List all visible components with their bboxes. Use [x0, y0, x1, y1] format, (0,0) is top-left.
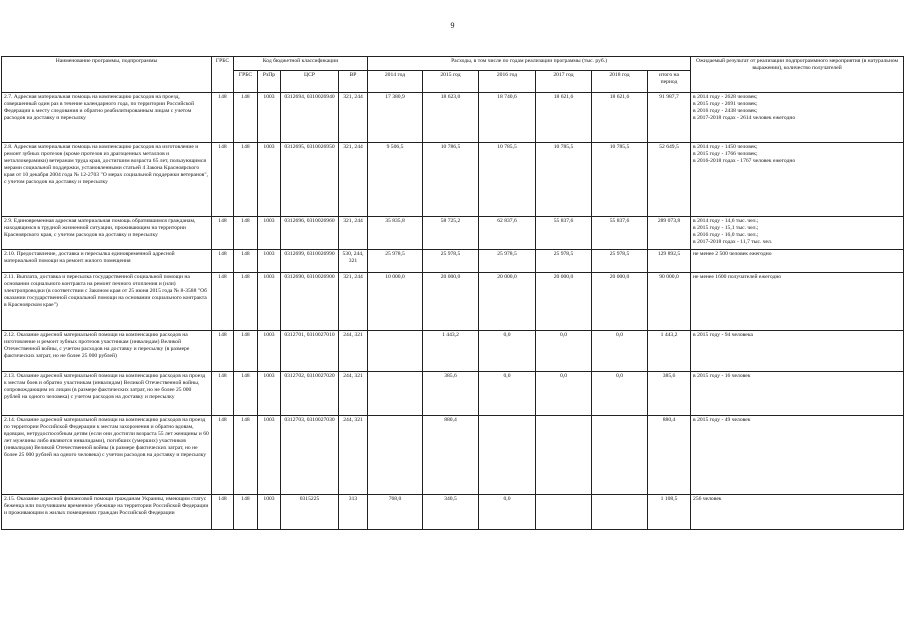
table-row [2, 143, 904, 217]
row-2017: 18 621,6 [536, 93, 592, 143]
row-result-line: в 2016-2018 годах - 1767 человек ежегодно [693, 158, 796, 165]
row-name: 2.9. Единовременная адресная материальная помощь обратившимся гражданам, находящимся в трудной жизненной ситуации, проживающим на территории Красноярского края, с учетом расходов на доставку и пересылку [2, 217, 212, 250]
row-total: 289 073,8 [648, 217, 691, 250]
header-result: Ожидаемый результат от реализации подпрограммного мероприятия (в натуральном выражении), количество получателей [691, 57, 904, 93]
row-vr: 244, 321 [339, 331, 368, 372]
row-2015: 10 786,5 [423, 143, 479, 217]
row-grbs: 148 [212, 495, 234, 530]
row-2016: 0,0 [479, 331, 536, 372]
row-name: 2.15. Оказание адресной финансовой помощи гражданам Украины, имеющим статус беженца или получившим временное убежище на территории Российской Федерации и проживающим в жилых помещениях граждан Российской Федерации [2, 495, 212, 530]
table-row [2, 495, 904, 530]
row-name: 2.7. Адресная материальная помощь на компенсацию расходов на проезд, совершенный один раз в течение календарного года, по территории Российской Федерации к месту следования и обратно реабилитированным лицам с учетом расходов на доставку и пересылку [2, 93, 212, 143]
header-grbs: ГРБС [212, 57, 234, 93]
row-vr: 244, 321 [339, 372, 368, 416]
row-result-line: в 2014 году - 2628 человек; [693, 94, 758, 100]
row-result-line: не менее 2 500 человек ежегодно [693, 251, 772, 257]
row-2016: 20 000,0 [479, 273, 536, 331]
row-grbs2: 148 [234, 273, 258, 331]
header-sub-rzpr: РзПр [258, 71, 281, 93]
row-2015: 18 623,0 [423, 93, 479, 143]
row-result [691, 416, 904, 495]
row-rzpr: 1003 [258, 273, 281, 331]
row-2018: 20 000,0 [592, 273, 648, 331]
row-2015: 58 725,2 [423, 217, 479, 250]
row-result-line: 256 человек [693, 496, 722, 502]
row-result [691, 143, 904, 217]
row-2017 [536, 416, 592, 495]
row-2017 [536, 495, 592, 530]
header-sub-total: итого на период [648, 71, 691, 93]
row-2014 [368, 372, 423, 416]
row-2017: 55 837,6 [536, 217, 592, 250]
header-sub-vr: ВР [339, 71, 368, 93]
table-row [2, 217, 904, 250]
row-2017: 20 000,0 [536, 273, 592, 331]
row-result-line: в 2015 году - 15,1 тыс. чел.; [693, 225, 759, 232]
row-csr: 0312696, 0310026960 [281, 217, 339, 250]
row-2014: 25 978,5 [368, 250, 423, 273]
row-rzpr: 1003 [258, 250, 281, 273]
row-name: 2.13. Оказание адресной материальной помощи на компенсацию расходов на проезд к местам боев и обратно участникам (инвалидам) Великой Отечественной войны, сопровождающим их лицам (в размере фактических затрат, но не более 25 000 рублей на одного человека) с учетом расходов на доставку и пересылку [2, 372, 212, 416]
page-number: 9 [450, 21, 455, 30]
row-2015: 25 978,5 [423, 250, 479, 273]
row-rzpr: 1003 [258, 372, 281, 416]
row-grbs: 148 [212, 217, 234, 250]
row-csr: 0312703, 0310027030 [281, 416, 339, 495]
row-result-line: в 2017-2018 годах - 11,7 тыс. чел. [693, 239, 773, 246]
row-name: 2.8. Адресная материальная помощь на компенсацию расходов на изготовление и ремонт зубных протезов (кроме протезов из драгоценных металлов и металлокерамики) ветеранам труда края, достигшим возраста 65 лет, пользующимся мерами социальной поддержки, установленными статьей 4 Закона Красноярского края от 10 декабря 2004 года № 12-2703 "О мерах социальной поддержки ветеранов", с учетом расходов на доставку и пересылку [2, 143, 212, 217]
table-row [2, 93, 904, 143]
row-csr: 0312695, 0310026950 [281, 143, 339, 217]
header-sub-csr: ЦСР [281, 71, 339, 93]
row-2016: 10 785,5 [479, 143, 536, 217]
row-2015: 385,6 [423, 372, 479, 416]
row-csr: 0315225 [281, 495, 339, 530]
row-rzpr: 1003 [258, 416, 281, 495]
row-grbs: 148 [212, 372, 234, 416]
header-sub-2017: 2017 год [536, 71, 592, 93]
row-2016: 0,0 [479, 372, 536, 416]
row-csr: 0312702, 0310027020 [281, 372, 339, 416]
row-total: 1 443,2 [648, 331, 691, 372]
row-result [691, 331, 904, 372]
row-name: 2.14. Оказание адресной материальной помощи на компенсацию расходов на проезд по территории Российской Федерации к местам захоронения и обратно вдовам, вдовцам, нетрудоспособным детям (если они достигли возраста 55 лет женщины и 60 лет мужчины либо являются инвалидами), погибших (умерших) участников (инвалидов) Великой Отечественной войны (в размере фактических затрат, но не более 25 000 рублей на одного человека) с учетом расходов на доставку и пересылку [2, 416, 212, 495]
row-grbs: 148 [212, 250, 234, 273]
row-2016 [479, 416, 536, 495]
row-result-line: в 2017-2018 годах - 2614 человек ежегодно [693, 115, 796, 122]
row-2016: 25 978,5 [479, 250, 536, 273]
row-grbs: 148 [212, 93, 234, 143]
row-csr: 0312701, 0310027010 [281, 331, 339, 372]
row-name: 2.10. Предоставление, доставка и пересылка единовременной адресной материальной помощи на ремонт жилого помещения [2, 250, 212, 273]
row-rzpr: 1003 [258, 93, 281, 143]
header-expenses: Расходы, в том числе по годам реализации программы (тыс. руб.) [368, 57, 691, 71]
row-vr: 321, 244 [339, 273, 368, 331]
header-kbk: Код бюджетной классификации [234, 57, 368, 71]
row-total: 90 000,0 [648, 273, 691, 331]
row-csr: 0312694, 0310026940 [281, 93, 339, 143]
row-csr: 0312699, 0310026990 [281, 250, 339, 273]
row-2017: 0,0 [536, 331, 592, 372]
row-total: 1 108,5 [648, 495, 691, 530]
row-2014 [368, 416, 423, 495]
row-grbs: 148 [212, 273, 234, 331]
row-result-line: в 2016 году - 16,0 тыс. чел.; [693, 232, 759, 239]
row-2014: 10 000,0 [368, 273, 423, 331]
row-2017: 0,0 [536, 372, 592, 416]
row-rzpr: 1003 [258, 495, 281, 530]
row-result-line: в 2014 году - 14,6 тыс. чел.; [693, 218, 759, 224]
row-grbs: 148 [212, 416, 234, 495]
header-sub-2014: 2014 год [368, 71, 423, 93]
row-vr: 321, 244 [339, 143, 368, 217]
row-result-line: в 2015 году - 94 человека [693, 332, 753, 338]
table-row [2, 273, 904, 331]
row-2018 [592, 495, 648, 530]
row-result [691, 217, 904, 250]
row-vr: 530, 244, 321 [339, 250, 368, 273]
row-result-line: в 2015 году - 2691 человек; [693, 101, 758, 108]
row-result [691, 93, 904, 143]
row-2018: 0,0 [592, 372, 648, 416]
row-2014 [368, 331, 423, 372]
row-result-line: в 2014 году - 1450 человек; [693, 144, 758, 150]
row-total: 385,6 [648, 372, 691, 416]
row-2015: 1 443,2 [423, 331, 479, 372]
row-result-line: в 2016 году - 2438 человек; [693, 108, 758, 115]
row-vr: 313 [339, 495, 368, 530]
row-result [691, 250, 904, 273]
row-grbs2: 148 [234, 495, 258, 530]
row-2015: 20 000,0 [423, 273, 479, 331]
row-grbs2: 148 [234, 143, 258, 217]
row-name: 2.11. Выплата, доставка и пересылка государственной социальной помощи на основании социального контракта на ремонт печного отопления и (или) электропроводки (в соответствии с Законом края от 25 июня 2015 года № 8-3588 "Об оказании государственной социальной помощи на основании социального контракта в Красноярском крае") [2, 273, 212, 331]
row-total: 129 892,5 [648, 250, 691, 273]
row-result [691, 273, 904, 331]
row-result-line: не менее 1600 получателей ежегодно [693, 274, 782, 280]
row-csr: 0312690, 0310026900 [281, 273, 339, 331]
row-2014: 35 835,8 [368, 217, 423, 250]
row-2018: 18 621,6 [592, 93, 648, 143]
row-2015: 340,5 [423, 495, 479, 530]
row-grbs2: 148 [234, 250, 258, 273]
row-result [691, 372, 904, 416]
row-rzpr: 1003 [258, 217, 281, 250]
table-row [2, 331, 904, 372]
row-result-line: в 2015 году - 16 человек [693, 373, 751, 379]
header-program: Наименование программы, подпрограммы [2, 57, 212, 93]
row-2018: 0,0 [592, 331, 648, 372]
row-2018: 10 785,5 [592, 143, 648, 217]
row-total: 91 987,7 [648, 93, 691, 143]
row-grbs2: 148 [234, 217, 258, 250]
header-sub-2016: 2016 год [479, 71, 536, 93]
header-sub-grbs: ГРБС [234, 71, 258, 93]
row-name: 2.12. Оказание адресной материальной помощи на компенсацию расходов на изготовление и ремонт зубных протезов участникам (инвалидам) Великой Отечественной войны, с учетом расходов на доставку и пересылку (в размере фактических затрат, но не более 25 000 рублей) [2, 331, 212, 372]
row-2017: 25 978,5 [536, 250, 592, 273]
row-grbs2: 148 [234, 93, 258, 143]
row-rzpr: 1003 [258, 143, 281, 217]
row-result [691, 495, 904, 530]
table-row [2, 250, 904, 273]
row-grbs: 148 [212, 143, 234, 217]
row-2018: 55 837,6 [592, 217, 648, 250]
row-2016: 18 740,6 [479, 93, 536, 143]
row-total: 52 649,5 [648, 143, 691, 217]
row-rzpr: 1003 [258, 331, 281, 372]
row-2014: 9 506,5 [368, 143, 423, 217]
row-2014: 17 380,9 [368, 93, 423, 143]
row-2016: 62 837,6 [479, 217, 536, 250]
header-sub-2015: 2015 год [423, 71, 479, 93]
row-2018: 25 978,5 [592, 250, 648, 273]
row-grbs2: 148 [234, 372, 258, 416]
header-sub-2018: 2018 год [592, 71, 648, 93]
program-table [1, 56, 904, 530]
row-vr: 321, 244 [339, 217, 368, 250]
table-row [2, 416, 904, 495]
row-2018 [592, 416, 648, 495]
row-total: 880,4 [648, 416, 691, 495]
row-2016: 0,0 [479, 495, 536, 530]
row-2014: 768,0 [368, 495, 423, 530]
row-grbs: 148 [212, 331, 234, 372]
row-grbs2: 148 [234, 331, 258, 372]
row-vr: 244, 321 [339, 416, 368, 495]
row-grbs2: 148 [234, 416, 258, 495]
row-result-line: в 2015 году - 1766 человек; [693, 151, 758, 158]
row-vr: 321, 244 [339, 93, 368, 143]
row-2017: 10 785,5 [536, 143, 592, 217]
table-row [2, 372, 904, 416]
row-result-line: в 2015 году - 49 человек [693, 417, 751, 423]
row-2015: 880,4 [423, 416, 479, 495]
